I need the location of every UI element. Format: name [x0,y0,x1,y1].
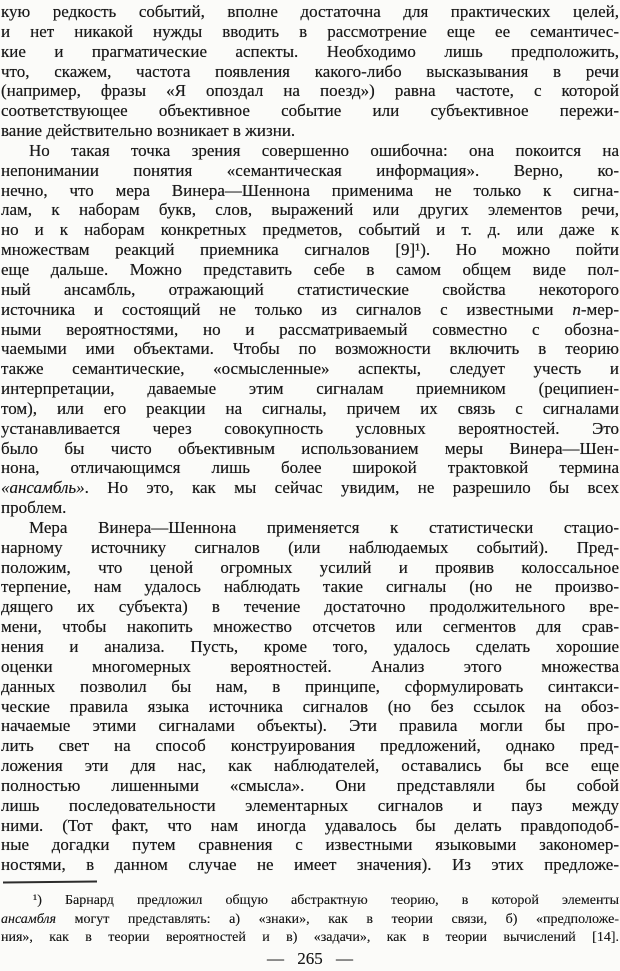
footnote [1,892,619,947]
text-line: нона, отличающимся лишь более широкой трактовкой термина [1,458,619,478]
text-line: также семантические, «осмысленные» аспекты, следует учесть и [1,359,619,379]
text-line: ными вероятностями, но и рассматриваемый совместно с обозна- [1,319,619,339]
text-segment: -мер- [580,299,619,319]
text-line: лам, к наборам букв, слов, выражений или других элементов речи, [1,200,619,220]
text-line: кую редкость событий, вполне достаточна для практических целей, [1,2,619,21]
text-line: ный ансамбль, отражающий статистические свойства некоторого [1,279,619,299]
text-line: мени, чтобы накопить множество отсчетов или сегментов для срав- [1,617,619,637]
text-line: множествам реакций приемника сигналов [9]¹). Но можно пойти [1,240,619,260]
text-line: оценки многомерных вероятностей. Анализ этого множества [1,656,619,676]
text-line: данных позволил бы нам, в принципе, сформулировать синтакси- [1,676,619,696]
text-line: что, скажем, частота появления какого-либо высказывания в речи [1,61,619,81]
paragraph [1,2,619,141]
text-segment: . Но это, как мы сейчас увидим, не разрешило бы всех [84,478,619,498]
text-line: соответствующее объективное событие или субъективное пережи- [1,101,619,121]
text-line: устанавливается через совокупность условных вероятностей. Это [1,418,619,438]
text-line: и нет никакой нужды вводить в рассмотрение еще ее семантичес- [1,21,619,41]
text-line: лить свет на способ конструирования предложений, однако пред- [1,736,619,756]
paragraph [1,518,619,875]
text-line: ческие правила языка источника сигналов (но без ссылок на обоз- [1,696,619,716]
text-line: чаемыми ими объектами. Чтобы по возможности включить в теорию [1,339,619,359]
page-number: — 265 — [267,949,353,969]
paragraph [1,141,619,518]
text-line: лишь последовательности элементарных сигналов и пауз между [1,795,619,815]
text-line: было бы чисто объективным использованием меры Винера—Шен- [1,438,619,458]
text-line: нения и анализа. Пусть, кроме того, удалось сделать хорошие [1,637,619,656]
italic-text: ансамбля [1,911,57,927]
text-line: Но такая точка зрения совершенно ошибочна: она покоится на [29,140,619,160]
text-line: кие и прагматические аспекты. Необходимо лишь предположить, [1,41,619,61]
text-line: но и к наборам конкретных предметов, событий и т. д. или даже к [1,220,619,240]
text-segment: могут представлять: а) «знаки», как в теории связи, б) «предположе- [56,911,619,927]
text-line: нарному источнику сигналов (или наблюдаемых событий). Пред- [1,537,619,557]
text-line: ния», как в теории вероятностей и в) «задачи», как в теории вычислений [14]. [1,929,619,945]
text-line: ные догадки путем сравнения с известными языковыми закономер- [1,835,619,855]
text-line [1,911,619,929]
text-line: проблем. [1,498,67,518]
text-line: ностями, в данном случае не имеет значения). Из этих предложе- [1,855,619,875]
text-line: терпение, нам удалось наблюдать такие сигналы (но не произво- [1,577,619,597]
text-line [1,478,619,498]
text-line: еще дальше. Можно представить себе в самом общем виде пол- [1,259,619,279]
text-body [1,2,619,875]
text-line: нечно, что мера Винера—Шеннона применима не только к сигна- [1,180,619,200]
text-line: непонимании понятия «семантическая информация». Верно, ко- [1,160,619,180]
text-line: Мера Винера—Шеннона применяется к статистически стацио- [29,517,619,537]
text-line: дящего их субъекта) в течение достаточно продолжительного вре- [1,597,619,617]
text-line: вание действительно возникает в жизни. [1,121,296,141]
text-line: полностью лишенными «смысла». Они представляли бы собой [1,775,619,795]
italic-text: n [572,299,581,319]
text-line: ¹) Барнард предложил общую абстрактную теорию, в которой элементы [33,893,619,909]
italic-text: «ансамбль» [1,478,85,498]
text-line: ними. (Тот факт, что нам иногда удавалось бы делать правдоподоб- [1,815,619,835]
text-line: начаемые этими сигналами объекты). Эти правила могли бы про- [1,716,619,736]
text-segment: источника и состоящий не только из сигналов с известными [1,299,573,319]
text-line: том), или его реакции на сигналы, причем их связь с сигналами [1,398,619,418]
text-line: интерпретации, даваемые этим сигналам приемником (реципиен- [1,379,619,399]
text-line [1,300,619,320]
text-line: (например, фразы «Я опоздал на поезд») равна частоте, с которой [1,81,619,101]
text-line: ложения эти для нас, как наблюдателей, оставались бы все еще [1,756,619,776]
text-line: положим, что ценой огромных усилий и проявив колоссальное [1,557,619,577]
footnote-divider [3,881,97,884]
